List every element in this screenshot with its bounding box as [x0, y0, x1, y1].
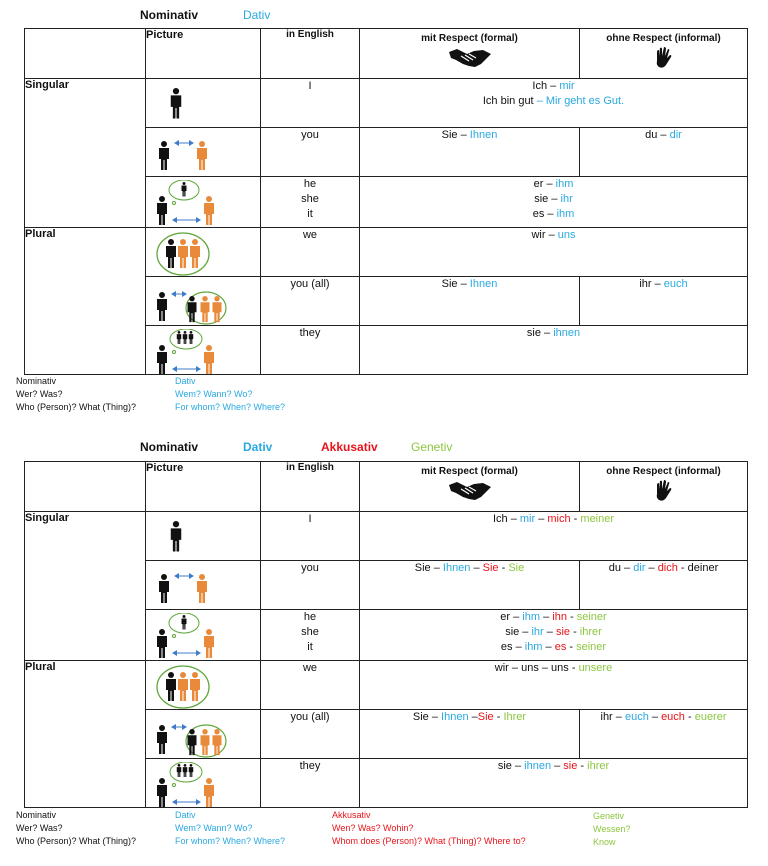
english-cell — [261, 610, 360, 661]
footer-line: Whom does (Person)? What (Thing)? Where to? — [332, 836, 526, 846]
english-pronoun: we — [302, 229, 318, 241]
footer-line: Who (Person)? What (Thing)? — [16, 836, 137, 846]
footer-line: Wem? Wann? Wo? — [175, 823, 253, 833]
legend-dativ: Dativ — [243, 440, 273, 454]
informal-forms-cell — [580, 277, 748, 326]
header-formal-label: mit Respect (formal) — [421, 466, 518, 477]
english-pronoun: he — [303, 611, 317, 623]
informal-forms-cell — [580, 710, 748, 759]
footer-line: Wen? Was? Wohin? — [332, 823, 414, 833]
header-informal — [580, 462, 748, 512]
group-label-singular: Singular — [25, 512, 146, 661]
german-forms-line: sie – ihr — [534, 193, 573, 205]
german-forms-line: Ich bin gut – Mir geht es Gut. — [482, 95, 625, 107]
footer-line: Genetiv — [593, 811, 625, 821]
footer-dativ — [175, 375, 285, 414]
english-pronoun: I — [308, 513, 312, 525]
table-row — [25, 79, 748, 128]
table-row — [25, 228, 748, 277]
german-forms-line: Ich – mir – mich - meiner — [492, 513, 615, 525]
footer-line: Nominativ — [16, 376, 57, 386]
german-forms-line: Sie – Ihnen – Sie - Sie — [414, 562, 525, 574]
header-formal — [360, 462, 580, 512]
picture-cell — [146, 610, 261, 661]
footer-nominativ — [16, 809, 136, 848]
footer-line: Wer? Was? — [16, 389, 63, 399]
footer-line: Nominativ — [16, 810, 57, 820]
english-pronoun: he — [303, 178, 317, 190]
german-forms-cell — [360, 79, 748, 128]
german-forms-line: sie – ihnen – sie - ihrer — [497, 760, 610, 772]
header-formal — [360, 29, 580, 79]
german-forms-line: er – ihm — [533, 178, 574, 190]
footer-line: Dativ — [175, 376, 196, 386]
english-pronoun: it — [307, 208, 313, 220]
footer-line: For whom? When? Where? — [175, 402, 286, 412]
english-cell — [261, 512, 360, 561]
german-forms-line: wir – uns — [531, 229, 576, 241]
header-picture: Picture — [146, 29, 261, 79]
german-forms-cell — [360, 228, 748, 277]
pronoun-table-1 — [24, 28, 748, 375]
footer-genetiv — [593, 810, 630, 849]
german-forms-line: wir – uns – uns - unsere — [494, 662, 613, 674]
german-forms-line: ihr – euch — [639, 278, 688, 290]
picture-cell — [146, 177, 261, 228]
waving-hand-icon — [653, 46, 675, 70]
header-informal-label: ohne Respect (informal) — [606, 33, 721, 44]
english-cell — [261, 79, 360, 128]
german-forms-line: sie – ihnen — [526, 327, 581, 339]
german-forms-cell — [360, 610, 748, 661]
footer-line: For whom? When? Where? — [175, 836, 286, 846]
legend-genetiv: Genetiv — [411, 440, 453, 454]
informal-forms-cell — [580, 561, 748, 610]
picture-cell — [146, 277, 261, 326]
formal-forms-cell — [360, 128, 580, 177]
footer-akkusativ — [332, 809, 526, 848]
german-forms-line: Sie – Ihnen –Sie - Ihrer — [412, 711, 527, 723]
footer-nominativ — [16, 375, 136, 414]
english-pronoun: you (all) — [290, 278, 330, 290]
german-forms-line: er – ihm – ihn - seiner — [500, 611, 607, 623]
footer-line: Who (Person)? What (Thing)? — [16, 402, 137, 412]
picture-cell — [146, 128, 261, 177]
handshake-icon — [447, 479, 493, 501]
header-blank — [25, 462, 146, 512]
german-forms-line: sie – ihr – sie - ihrer — [505, 626, 602, 638]
german-forms-cell — [360, 177, 748, 228]
german-forms-line: ihr – euch – euch - euerer — [600, 711, 727, 723]
footer-line: Wer? Was? — [16, 823, 63, 833]
group-label-plural: Plural — [25, 228, 146, 375]
footer-line: Wem? Wann? Wo? — [175, 389, 253, 399]
picture-cell — [146, 326, 261, 375]
footer-dativ — [175, 809, 285, 848]
header-picture: Picture — [146, 462, 261, 512]
german-forms-cell — [360, 512, 748, 561]
legend-nominativ: Nominativ — [140, 440, 199, 454]
footer-line: Dativ — [175, 810, 196, 820]
german-forms-cell — [360, 326, 748, 375]
german-forms-cell — [360, 759, 748, 808]
header-formal-label: mit Respect (formal) — [421, 33, 518, 44]
picture-cell — [146, 710, 261, 759]
english-pronoun: you (all) — [290, 711, 330, 723]
english-cell — [261, 661, 360, 710]
english-pronoun: they — [299, 760, 321, 772]
english-pronoun: you — [301, 562, 319, 574]
pronoun-table-2 — [24, 461, 748, 808]
english-cell — [261, 710, 360, 759]
english-cell — [261, 228, 360, 277]
legend-nominativ: Nominativ — [140, 8, 199, 22]
header-blank — [25, 29, 146, 79]
german-forms-line: du – dir — [645, 129, 682, 141]
informal-forms-cell — [580, 128, 748, 177]
legend-dativ: Dativ — [243, 8, 271, 22]
header-informal-label: ohne Respect (informal) — [606, 466, 721, 477]
picture-cell — [146, 228, 261, 277]
formal-forms-cell — [360, 710, 580, 759]
table-row — [25, 661, 748, 710]
german-forms-line: Sie – Ihnen — [441, 129, 498, 141]
picture-cell — [146, 661, 261, 710]
english-cell — [261, 128, 360, 177]
legend-akkusativ: Akkusativ — [321, 440, 378, 454]
formal-forms-cell — [360, 277, 580, 326]
footer-line: Know — [593, 837, 616, 847]
english-cell — [261, 277, 360, 326]
picture-cell — [146, 561, 261, 610]
english-pronoun: we — [302, 662, 318, 674]
header-informal — [580, 29, 748, 79]
header-english: in English — [261, 29, 360, 79]
english-pronoun: I — [308, 80, 312, 92]
group-label-singular: Singular — [25, 79, 146, 228]
picture-cell — [146, 512, 261, 561]
german-forms-cell — [360, 661, 748, 710]
formal-forms-cell — [360, 561, 580, 610]
footer-line: Akkusativ — [332, 810, 371, 820]
german-forms-line: du – dir – dich - deiner — [608, 562, 719, 574]
german-forms-line: Sie – Ihnen — [441, 278, 498, 290]
english-pronoun: it — [307, 641, 313, 653]
english-cell — [261, 561, 360, 610]
english-cell — [261, 177, 360, 228]
picture-cell — [146, 79, 261, 128]
header-english: in English — [261, 462, 360, 512]
english-cell — [261, 326, 360, 375]
german-forms-line: es – ihm — [532, 208, 575, 220]
english-pronoun: she — [301, 626, 319, 638]
picture-cell — [146, 759, 261, 808]
german-forms-line: Ich – mir — [532, 80, 575, 92]
table-row — [25, 512, 748, 561]
german-forms-line: es – ihm – es - seiner — [500, 641, 607, 653]
handshake-icon — [447, 46, 493, 68]
english-cell — [261, 759, 360, 808]
english-pronoun: you — [301, 129, 319, 141]
waving-hand-icon — [653, 479, 675, 503]
english-pronoun: she — [301, 193, 319, 205]
english-pronoun: they — [299, 327, 321, 339]
group-label-plural: Plural — [25, 661, 146, 808]
footer-line: Wessen? — [593, 824, 631, 834]
